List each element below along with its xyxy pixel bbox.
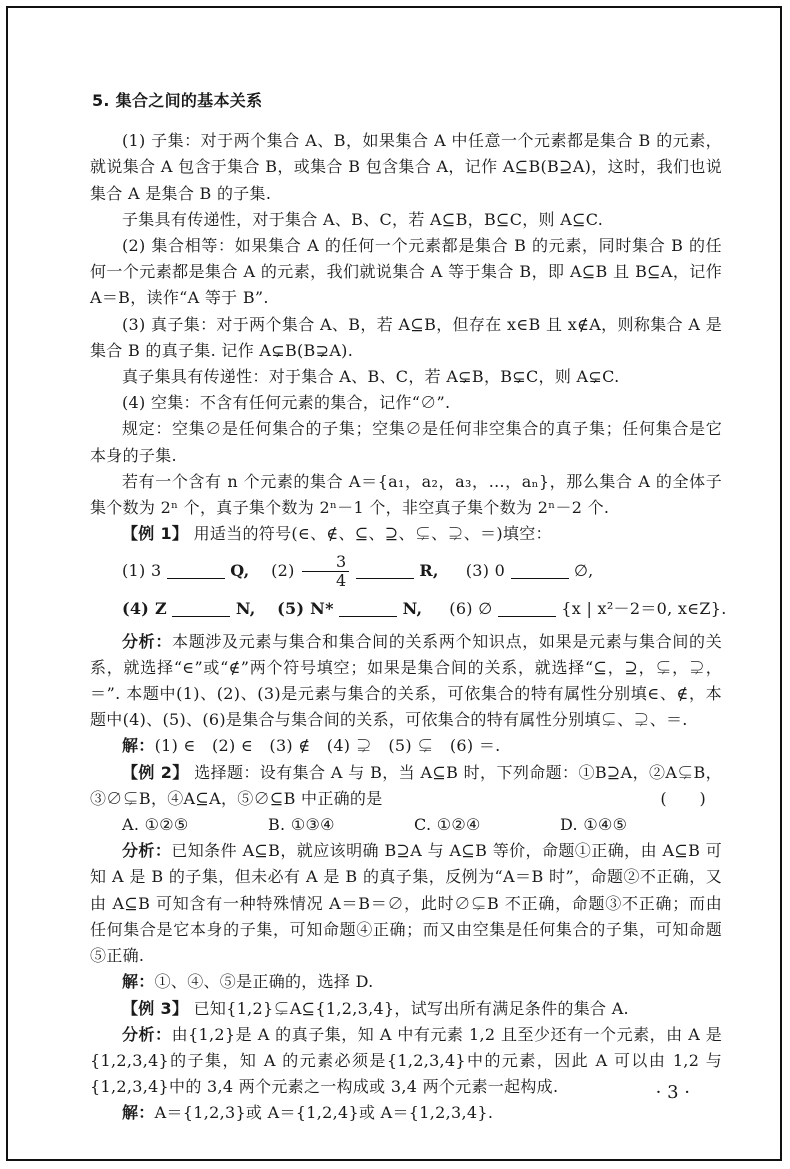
subset-definition: (1) 子集：对于两个集合 A、B，如果集合 A 中任意一个元素都是集合 B 的元素，就说集合 A 包含于集合 B，或集合 B 包含集合 A，记作 A⊆B(B⊇A)，这时，我们也说集合 A 是集合 B 的子集.: [90, 131, 722, 203]
blank-5-suffix: N,: [402, 599, 423, 619]
analysis-text: 由{1,2}是 A 的真子集，知 A 中有元素 1,2 且至少还有一个元素，由 A 是{1,2,3,4}的子集，知 A 的元素必须是{1,2,3,4}中的元素，因此 A 可以由 1,2 与{1,2,3,4}中的 3,4 两个元素之一构成或 3,4 两个元素一起构成.: [90, 1024, 722, 1097]
blank-2: [356, 562, 414, 579]
analysis-label: 分析：: [122, 1024, 172, 1044]
choice-c: C. ①②④: [414, 815, 481, 835]
blank-1: [167, 562, 225, 579]
solution-label: 解：: [122, 736, 155, 756]
empty-set-definition: (4) 空集：不含有任何元素的集合，记作“∅”.: [122, 393, 451, 413]
analysis-text: 本题涉及元素与集合和集合间的关系两个知识点，如果是元素与集合间的关系，就选择“∈”或“∉”两个符号填空；如果是集合间的关系，就选择“⊆，⊇，⊊，⊋，＝”. 本题中(1)、(2)、(3)是元素与集合的关系，可依集合的特有属性分别填∈、∉，本题中(4)、(5)、(6)是集合与集合间的关系，可依集合的特有属性分别填⊊、⊋、＝.: [90, 631, 722, 730]
solution-text: A＝{1,2,3}或 A＝{1,2,4}或 A＝{1,2,3,4}.: [154, 1103, 494, 1123]
example-1-solution: [90, 733, 722, 759]
blank-6: [498, 600, 556, 617]
blank-1-prefix: (1) 3: [122, 561, 162, 581]
example-1-tag: 【例 1】: [122, 524, 189, 544]
example-3-text: 已知{1,2}⊊A⊆{1,2,3,4}，试写出所有满足条件的集合 A.: [193, 998, 629, 1018]
analysis-label: 分析：: [122, 841, 172, 861]
example-2-text: 选择题：设有集合 A 与 B，当 A⊆B 时，下列命题：①B⊇A，②A⊊B，③∅⊊B，④A⊆A，⑤∅⊆B 中正确的是: [90, 762, 722, 808]
blank-4-suffix: N,: [235, 599, 256, 619]
solution-label: 解：: [122, 972, 155, 992]
analysis-text: 已知条件 A⊆B，就应该明确 B⊇A 与 A⊆B 等价，命题①正确，由 A⊆B 可知 A 是 B 的子集，但未必有 A 是 B 的真子集，反例为“A＝B 时”，命题②不正确，又由 A⊆B 可知含有一种特殊情况 A＝B＝∅，此时∅⊊B 不正确，命题③不正确；而由任何集合是它本身的子集，可知命题④正确；而又由空集是任何集合的子集，可知命题⑤正确.: [90, 841, 722, 966]
subset-transitivity: 子集具有传递性，对于集合 A、B、C，若 A⊆B，B⊆C，则 A⊆C.: [122, 209, 604, 229]
blank-1-suffix: Q,: [230, 561, 250, 581]
section-heading: 5. 集合之间的基本关系: [92, 91, 263, 110]
solution-text: (1) ∈ (2) ∈ (3) ∉ (4) ⊋ (5) ⊊ (6) ＝.: [154, 736, 501, 756]
example-3-prompt: [90, 996, 722, 1022]
answer-parentheses: ( ): [660, 788, 706, 808]
page-number: · 3 ·: [655, 1082, 690, 1103]
blank-3: [511, 562, 569, 579]
blank-2-prefix: (2): [271, 561, 295, 581]
proper-subset-definition: (3) 真子集：对于两个集合 A、B，若 A⊆B，但存在 x∈B 且 x∉A，则称集合 A 是集合 B 的真子集. 记作 A⊊B(B⊋A).: [90, 314, 722, 360]
choice-a: A. ①②⑤: [122, 815, 189, 835]
example-2-choices: [90, 812, 722, 838]
example-1-prompt: [90, 521, 722, 547]
solution-text: ①、④、⑤是正确的，选择 D.: [154, 972, 374, 992]
choice-d: D. ①④⑤: [560, 815, 628, 835]
example-2-analysis: [90, 838, 722, 969]
blank-5-prefix: (5) N*: [277, 599, 334, 619]
fraction-denominator: 4: [336, 571, 347, 591]
example-3-tag: 【例 3】: [122, 998, 189, 1018]
choice-b: B. ①③④: [268, 815, 335, 835]
blank-6-prefix: (6) ∅: [449, 599, 493, 619]
blank-4: [172, 600, 230, 617]
blank-2-suffix: R,: [419, 561, 439, 581]
analysis-label: 分析：: [122, 631, 173, 651]
example-2-prompt: [90, 760, 722, 812]
blank-6-suffix: {x | x²－2＝0, x∈Z}.: [561, 599, 727, 619]
page-content: [90, 88, 727, 1127]
example-3-solution: [90, 1100, 722, 1126]
example-1-text: 用适当的符号(∈、∉、⊆、⊇、⊊、⊋、＝)填空：: [193, 524, 552, 544]
set-equality-definition: (2) 集合相等：如果集合 A 的任何一个元素都是集合 B 的元素，同时集合 B 的任何一个元素都是集合 A 的元素，我们就说集合 A 等于集合 B，即 A⊆B 且 B⊆A，记作 A＝B，读作“A 等于 B”.: [90, 236, 722, 308]
blank-3-suffix: ∅,: [573, 561, 594, 581]
example-1-row-2: [90, 596, 727, 622]
example-1-row-1: [90, 553, 722, 590]
empty-set-rule: 规定：空集∅是任何集合的子集；空集∅是任何非空集合的真子集；任何集合是它本身的子集.: [90, 419, 722, 465]
proper-subset-transitivity: 真子集具有传递性：对于集合 A、B、C，若 A⊊B，B⊊C，则 A⊊C.: [122, 367, 620, 387]
example-2-tag: 【例 2】: [122, 762, 189, 782]
solution-label: 解：: [122, 1103, 155, 1123]
fraction-numerator: 3: [302, 553, 348, 572]
example-2-solution: [90, 969, 722, 995]
blank-3-prefix: (3) 0: [465, 561, 506, 581]
blank-4-prefix: (4) Z: [122, 599, 168, 619]
subset-count-rule: 若有一个含有 n 个元素的集合 A＝{a₁，a₂，a₃，…，aₙ}，那么集合 A 的全体子集个数为 2ⁿ 个，真子集个数为 2ⁿ－1 个，非空真子集个数为 2ⁿ－2 个.: [90, 471, 722, 518]
fraction-three-quarters: [302, 553, 348, 590]
example-1-analysis: [90, 629, 722, 734]
blank-5: [339, 600, 397, 617]
